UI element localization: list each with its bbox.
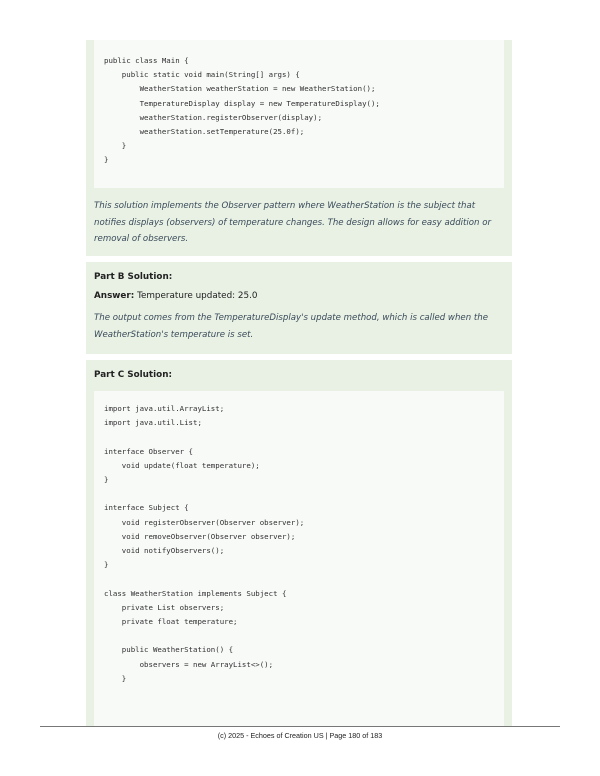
code-line: WeatherStation weatherStation = new WeatherStation(); xyxy=(104,84,376,94)
part-b-heading: Part B Solution: xyxy=(94,272,173,282)
code-line: import java.util.List; xyxy=(104,418,202,428)
code-line: weatherStation.registerObserver(display); xyxy=(104,112,323,122)
code-line: weatherStation.setTemperature(25.0f); xyxy=(104,127,305,137)
answer-value: Temperature updated: 25.0 xyxy=(137,291,258,301)
footer-divider xyxy=(40,726,560,727)
part-c-code xyxy=(94,391,504,686)
code-line: public class Main { xyxy=(104,56,189,65)
code-line: void removeObserver(Observer observer); xyxy=(104,531,296,541)
code-line: } xyxy=(104,560,109,570)
code-line: private float temperature; xyxy=(104,617,238,627)
code-line: public static void main(String[] args) { xyxy=(104,70,300,80)
code-line: public WeatherStation() { xyxy=(104,645,234,655)
code-line: void update(float temperature); xyxy=(104,460,260,470)
code-line: observers = new ArrayList<>(); xyxy=(104,659,274,669)
code-line: interface Observer { xyxy=(104,446,193,456)
answer-label: Answer: xyxy=(94,291,135,301)
code-line: interface Subject { xyxy=(104,503,189,513)
code-line: class WeatherStation implements Subject { xyxy=(104,588,287,598)
page-footer: (c) 2025 - Echoes of Creation US | Page 180 of 183 xyxy=(217,731,383,740)
part-b-answer xyxy=(94,291,258,301)
part-b-explanation: The output comes from the TemperatureDisplay's update method, which is called when the WeatherStation's temperature is set. xyxy=(94,313,488,340)
code-line: } xyxy=(104,155,109,165)
code-line: } xyxy=(104,141,127,151)
code-line: TemperatureDisplay display = new TemperatureDisplay(); xyxy=(104,98,380,108)
code-line: private List observers; xyxy=(104,602,225,612)
part-c-code-block xyxy=(94,391,504,726)
part-a-explanation: This solution implements the Observer pattern where WeatherStation is the subject that notifies displays (observers) of temperature changes. The design allows for easy addition or removal of observers. xyxy=(94,201,492,244)
code-line: } xyxy=(104,673,127,683)
code-line: } xyxy=(104,475,109,485)
code-line: void registerObserver(Observer observer); xyxy=(104,517,305,527)
part-c-heading: Part C Solution: xyxy=(94,370,172,380)
code-line: void notifyObservers(); xyxy=(104,546,225,556)
part-a-code-block xyxy=(94,40,504,188)
code-line: import java.util.ArrayList; xyxy=(104,404,225,413)
part-a-code xyxy=(94,40,504,168)
